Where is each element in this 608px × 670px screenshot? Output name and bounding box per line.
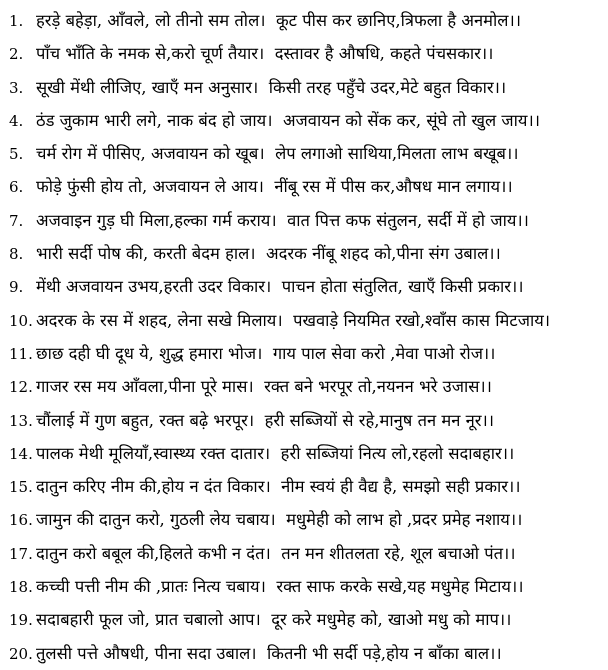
couplet-text: अदरक के रस में शहद, लेना सखे मिलाय। पखवाड़े नियमित रखो,श्वाँस कास मिटजाय।	[36, 310, 551, 330]
item-number: 9.	[9, 278, 24, 297]
couplet-text: सूखी मेंथी लीजिए, खाएँ मन अनुसार। किसी तरह पहुँचे उदर,मेटे बहुत विकार।।	[36, 77, 507, 97]
item-number: 6.	[9, 178, 24, 197]
list-item	[0, 104, 608, 137]
list-item	[0, 204, 608, 237]
item-number: 13.	[9, 411, 33, 430]
couplet-text: दातुन करो बबूल की,हिलते कभी न दंत। तन मन शीतलता रहे, शूल बचाओ पंत।।	[36, 543, 516, 563]
list-item	[0, 37, 608, 70]
list-item	[0, 270, 608, 303]
list-item	[0, 503, 608, 536]
item-number: 1.	[9, 12, 24, 30]
couplet-text: हरड़े बहेड़ा, आँवले, लो तीनो सम तोल। कूट पीस कर छानिए,त्रिफला है अनमोल।।	[36, 11, 521, 30]
list-item	[0, 437, 608, 470]
list-item	[0, 337, 608, 370]
couplet-text: दातुन करिए नीम की,होय न दंत विकार। नीम स्वयं ही वैद्य है, समझो सही प्रकार।।	[36, 477, 521, 497]
item-number: 20.	[9, 644, 33, 663]
item-number: 19.	[9, 611, 33, 630]
list-item	[0, 603, 608, 636]
list-item	[0, 470, 608, 503]
list-item	[0, 537, 608, 570]
item-number: 3.	[9, 78, 24, 97]
couplet-text: पालक मेथी मूलियाँ,स्वास्थ्य रक्त दातार। हरी सब्जियां नित्य लो,रहलो सदाबहार।।	[36, 443, 515, 463]
list-item	[0, 570, 608, 603]
item-number: 15.	[9, 478, 33, 497]
list-item	[0, 404, 608, 437]
couplet-text: चर्म रोग में पीसिए, अजवायन को खूब। लेप लगाओ साथिया,मिलता लाभ बखूब।।	[36, 144, 519, 164]
item-number: 4.	[9, 111, 24, 130]
item-number: 17.	[9, 544, 33, 563]
item-number: 14.	[9, 444, 33, 463]
item-number: 18.	[9, 578, 33, 597]
list-item	[0, 304, 608, 337]
couplet-text: भारी सर्दी पोष की, करती बेदम हाल। अदरक नींबू शहद को,पीना संग उबाल।।	[36, 244, 501, 264]
couplet-text: कच्ची पत्ती नीम की ,प्रातः नित्य चबाय। रक्त साफ करके सखे,यह मधुमेह मिटाय।।	[36, 577, 524, 597]
item-number: 8.	[9, 245, 24, 264]
couplet-list	[0, 4, 608, 670]
couplet-text: जामुन की दातुन करो, गुठली लेय चबाय। मधुमेही को लाभ हो ,प्रदर प्रमेह नशाय।।	[36, 510, 523, 530]
list-item	[0, 237, 608, 270]
couplet-text: तुलसी पत्ते औषधी, पीना सदा उबाल। कितनी भी सर्दी पड़े,होय न बाँका बाल।।	[36, 643, 502, 663]
list-item	[0, 4, 608, 37]
item-number: 11.	[9, 344, 33, 363]
couplet-text: छाछ दही घी दूध ये, शुद्ध हमारा भोज। गाय पाल सेवा करो ,मेवा पाओ रोज।।	[36, 343, 496, 363]
item-number: 16.	[9, 511, 33, 530]
couplet-text: पाँच भाँति के नमक से,करो चूर्ण तैयार। दस्तावर है औषधि, कहते पंचसकार।।	[36, 44, 494, 64]
item-number: 7.	[9, 211, 24, 230]
couplet-text: चौंलाई में गुण बहुत, रक्त बढ़े भरपूर। हरी सब्जियों से रहे,मानुष तन मन नूर।।	[36, 410, 495, 430]
list-item	[0, 137, 608, 170]
list-item	[0, 637, 608, 670]
list-item	[0, 71, 608, 104]
couplet-text: गाजर रस मय आँवला,पीना पूरे मास। रक्त बने भरपूर तो,नयनन भरे उजास।।	[36, 377, 492, 397]
couplet-text: अजवाइन गुड़ घी मिला,हल्का गर्म कराय। वात पित्त कफ संतुलन, सर्दी में हो जाय।।	[36, 210, 529, 230]
couplet-text: फोड़े फुंसी होय तो, अजवायन ले आय। नींबू रस में पीस कर,औषध मान लगाय।।	[36, 177, 513, 197]
list-item	[0, 170, 608, 203]
item-number: 12.	[9, 378, 33, 397]
item-number: 10.	[9, 311, 33, 330]
item-number: 2.	[9, 45, 24, 64]
list-item	[0, 370, 608, 403]
couplet-text: मेंथी अजवायन उभय,हरती उदर विकार। पाचन होता संतुलित, खाएँ किसी प्रकार।।	[36, 277, 524, 297]
item-number: 5.	[9, 145, 24, 164]
couplet-text: ठंड जुकाम भारी लगे, नाक बंद हो जाय। अजवायन को सेंक कर, सूंघे तो खुल जाय।।	[36, 110, 540, 130]
couplet-text: सदाबहारी फूल जो, प्रात चबालो आप। दूर करे मधुमेह को, खाओ मधु को माप।।	[36, 610, 512, 630]
